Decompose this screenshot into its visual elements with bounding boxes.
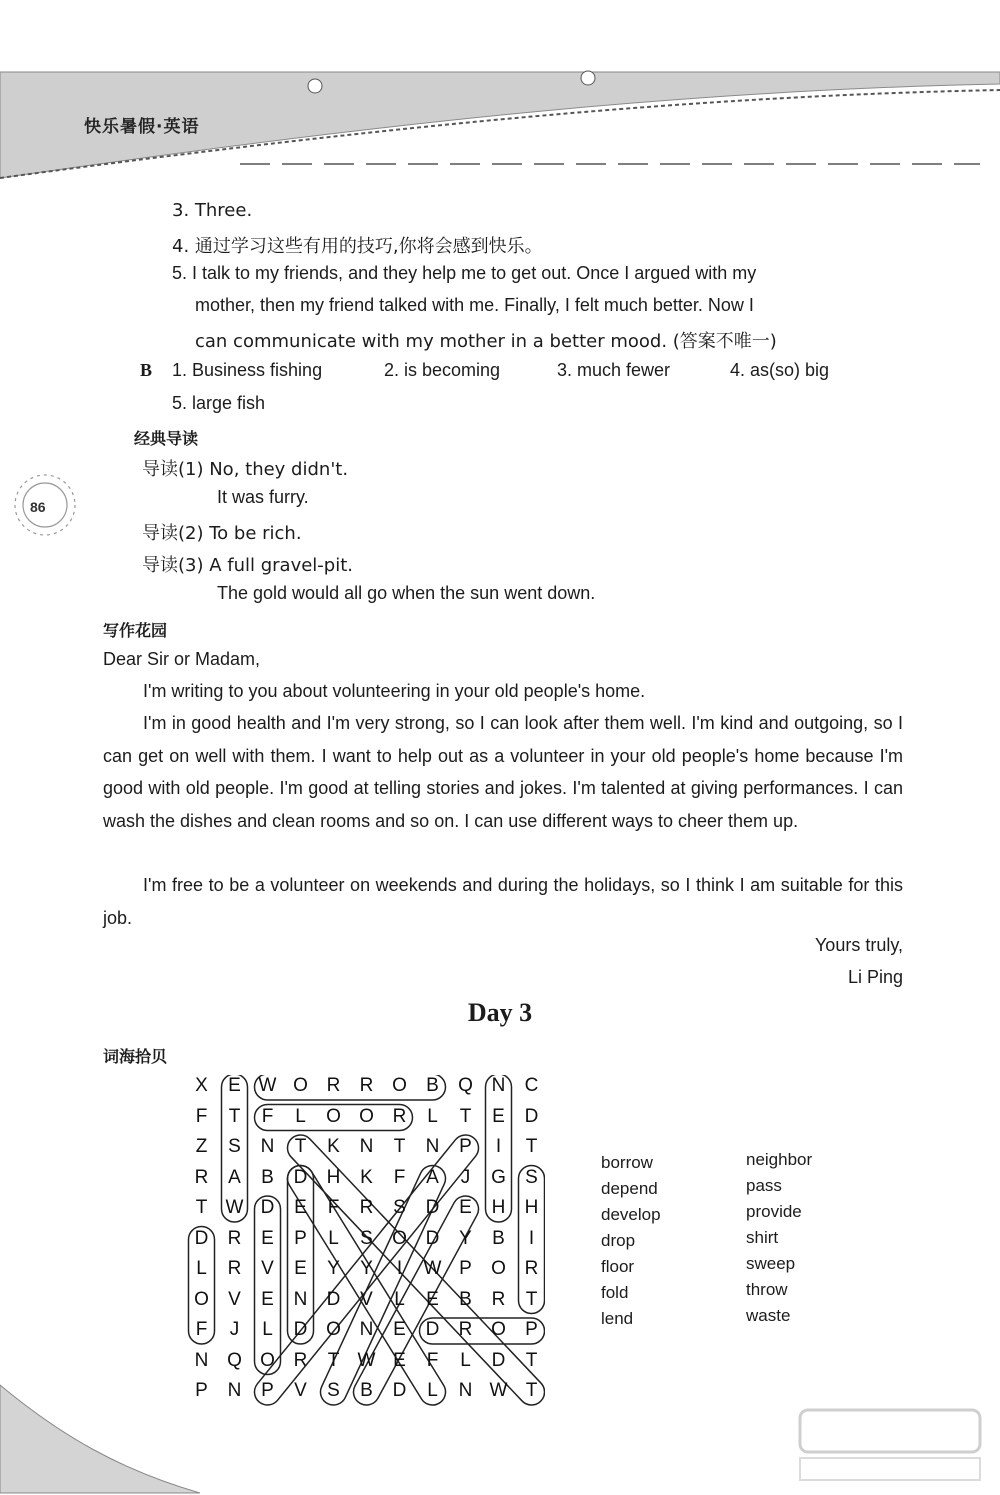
grid-letter: V [360,1288,373,1310]
reading-answer-2: 导读(2) To be rich. [142,523,302,544]
grid-letter: O [491,1319,506,1340]
grid-letter: E [459,1197,472,1218]
grid-letter: H [326,1166,341,1188]
grid-letter: D [392,1380,407,1401]
answer-a-4: 4. 通过学习这些有用的技巧,你将会感到快乐。 [172,236,543,257]
grid-letter: G [491,1166,506,1188]
grid-letter: L [262,1319,273,1340]
grid-letter: R [491,1288,506,1310]
answer-loop [255,1196,281,1375]
grid-letter: R [293,1349,308,1371]
grid-letter: D [194,1227,209,1249]
grid-letter: B [459,1288,472,1310]
grid-letter: L [427,1105,438,1127]
grid-letter: W [225,1197,244,1218]
grid-letter: B [360,1380,373,1401]
grid-letter: E [393,1319,406,1340]
grid-letter: A [228,1166,241,1188]
grid-letter: W [258,1075,277,1096]
grid-letter: R [392,1105,407,1127]
grid-letter: N [194,1349,209,1371]
grid-letter: Q [458,1075,473,1096]
grid-letter: E [261,1288,274,1310]
grid-letter: T [525,1380,538,1401]
grid-letter: O [260,1349,275,1371]
grid-letter: I [528,1227,535,1249]
footer-decoration [0,1375,200,1495]
answer-a-5-line3: can communicate with my mother in a better mood. (答案不唯一) [195,331,777,352]
word-item: borrow [601,1153,653,1172]
grid-letter: P [459,1136,472,1157]
grid-letter: R [458,1319,473,1340]
reading-answer-1b: It was furry. [217,487,309,507]
grid-letter: H [491,1197,506,1218]
answer-b-5: 5. large fish [172,393,266,413]
grid-letter: E [261,1227,274,1249]
word-item: develop [601,1205,661,1224]
answer-b-4: 4. as(so) big [730,360,830,380]
grid-letter: Q [227,1349,242,1371]
grid-letter: B [261,1166,274,1188]
part-b-label: B [140,360,153,380]
word-item: pass [746,1176,782,1195]
grid-letter: Y [459,1227,472,1249]
grid-letter: L [295,1105,306,1127]
grid-letter: F [327,1197,340,1218]
writing-heading: 写作花园 [103,621,168,640]
grid-letter: A [426,1166,439,1188]
grid-letter: I [396,1258,403,1279]
grid-letter: P [195,1380,208,1401]
grid-letter: F [261,1105,274,1127]
answer-a-5-line2: mother, then my friend talked with me. Finally, I felt much better. Now I [195,295,754,315]
grid-letter: O [326,1105,341,1127]
word-list-col-2 [746,1147,812,1329]
grid-letter: D [293,1166,308,1188]
grid-letter: E [294,1197,307,1218]
grid-letter: L [460,1349,471,1371]
grid-letter: S [228,1136,241,1157]
grid-letter: N [458,1380,473,1401]
grid-letter: Y [327,1258,340,1279]
grid-letter: T [459,1105,472,1127]
grid-letter: E [426,1288,439,1310]
grid-letter: I [495,1136,502,1157]
grid-letter: D [491,1349,506,1371]
grid-letter: B [426,1075,439,1096]
answer-a-5-line1: 5. I talk to my friends, and they help me to get out. Once I argued with my [172,263,757,283]
grid-letter: R [524,1258,539,1279]
grid-letter: B [492,1227,505,1249]
grid-letter: D [260,1197,275,1218]
grid-letter: N [293,1288,308,1310]
word-item: neighbor [746,1150,813,1169]
grid-letter: R [194,1166,209,1188]
page-number: 86 [30,499,46,515]
grid-letter: N [491,1075,506,1096]
grid-letter: T [525,1288,538,1310]
word-item: lend [601,1309,634,1328]
grid-letter: T [195,1197,208,1218]
reading-answer-3: 导读(3) A full gravel-pit. [142,555,354,576]
word-list-col-1 [601,1150,661,1332]
header-title: 快乐暑假·英语 [84,117,200,137]
grid-letter: F [195,1319,208,1340]
grid-letter: W [357,1349,376,1371]
grid-letter: R [359,1197,374,1218]
grid-letter: F [426,1349,439,1371]
grid-letter: F [195,1105,208,1127]
grid-letter: O [293,1075,308,1096]
grid-letter: K [360,1166,373,1188]
letter-paragraph-3: I'm free to be a volunteer on weekends and during the holidays, so I think I am suitable for this job. [103,875,903,928]
letter-paragraph-1: I'm writing to you about volunteering in your old people's home. [143,681,646,701]
grid-letter: O [326,1319,341,1340]
grid-letter: O [491,1258,506,1279]
grid-letter: D [425,1319,440,1340]
answer-b-2: 2. is becoming [384,360,501,380]
grid-letter: D [425,1197,440,1218]
grid-letter: D [425,1227,440,1249]
grid-letter: S [393,1197,406,1218]
grid-letter: L [196,1258,207,1279]
grid-letter: D [293,1319,308,1340]
grid-letter: T [294,1136,307,1157]
grid-letter: T [327,1349,340,1371]
grid-letter: J [229,1319,240,1340]
grid-letter: O [392,1227,407,1249]
word-item: provide [746,1202,802,1221]
grid-letter: V [228,1288,241,1310]
grid-letter: T [525,1136,538,1157]
answer-b-3: 3. much fewer [557,360,671,380]
word-item: shirt [746,1228,779,1247]
grid-letter: D [326,1288,341,1310]
grid-letter: N [425,1136,440,1157]
grid-letter: F [393,1166,406,1188]
grid-letter: C [524,1075,539,1096]
grid-letter: N [359,1319,374,1340]
grid-letter: S [327,1380,340,1401]
letter-salutation: Dear Sir or Madam, [103,649,261,669]
grid-letter: T [393,1136,406,1157]
word-search-heading: 词海拾贝 [103,1047,168,1066]
grid-letter: R [359,1075,374,1096]
reading-heading: 经典导读 [134,429,199,448]
grid-letter: X [195,1075,208,1096]
word-item: sweep [746,1254,796,1273]
grid-letter: S [360,1227,373,1249]
grid-letter: T [228,1105,241,1127]
grid-letter: R [227,1258,242,1279]
grid-letter: D [524,1105,539,1127]
grid-letter: W [489,1380,508,1401]
grid-letter: L [328,1227,339,1249]
grid-letter: O [359,1105,374,1127]
day-title: Day 3 [467,998,533,1027]
answer-b-1: 1. Business fishing [172,360,323,380]
grid-letter: V [261,1258,274,1279]
grid-letter: Z [195,1136,208,1157]
grid-letter: N [359,1136,374,1157]
letter-signature: Li Ping [847,967,903,987]
answer-a-3: 3. Three. [172,200,253,221]
grid-letter: L [394,1288,405,1310]
grid-letter: T [525,1349,538,1371]
grid-letter: W [423,1258,442,1279]
grid-letter: Y [360,1258,373,1279]
grid-letter: O [392,1075,407,1096]
word-item: fold [601,1283,629,1302]
word-item: waste [746,1306,791,1325]
grid-letter: E [492,1105,505,1127]
word-item: drop [601,1231,636,1250]
grid-letter: E [393,1349,406,1371]
grid-letter: L [427,1380,438,1401]
grid-letter: E [294,1258,307,1279]
grid-letter: P [525,1319,538,1340]
answer-loop [288,1166,314,1345]
word-item: floor [601,1257,635,1276]
grid-letter: V [294,1380,307,1401]
grid-letter: R [326,1075,341,1096]
grid-letter: S [525,1166,538,1188]
watermark-logo [790,1402,990,1487]
word-item: depend [601,1179,658,1198]
word-search-grid [185,1075,545,1415]
grid-letter: P [261,1380,274,1401]
grid-letter: N [227,1380,242,1401]
grid-letter: J [460,1166,471,1188]
grid-letter: R [227,1227,242,1249]
grid-letter: N [260,1136,275,1157]
grid-letter: H [524,1197,539,1218]
grid-letter: E [228,1075,241,1096]
grid-letter: P [459,1258,472,1279]
reading-answer-3b: The gold would all go when the sun went down. [217,583,596,603]
grid-letter: O [194,1288,209,1310]
reading-answer-1: 导读(1) No, they didn't. [142,459,349,480]
grid-letter: P [294,1227,307,1249]
word-item: throw [746,1280,788,1299]
letter-closing: Yours truly, [814,935,903,955]
letter-paragraph-2: I'm in good health and I'm very strong, so I can look after them well. I'm kind and outgoing, so I can get on well with them. I want to help out as a volunteer in your old people's home because I'm good with old people. I'm good at telling stories and jokes. I'm talented at giving performances. I can wash the dishes and clean rooms and so on. I can use different ways to cheer them up. [103,713,903,831]
grid-letter: K [327,1136,340,1157]
